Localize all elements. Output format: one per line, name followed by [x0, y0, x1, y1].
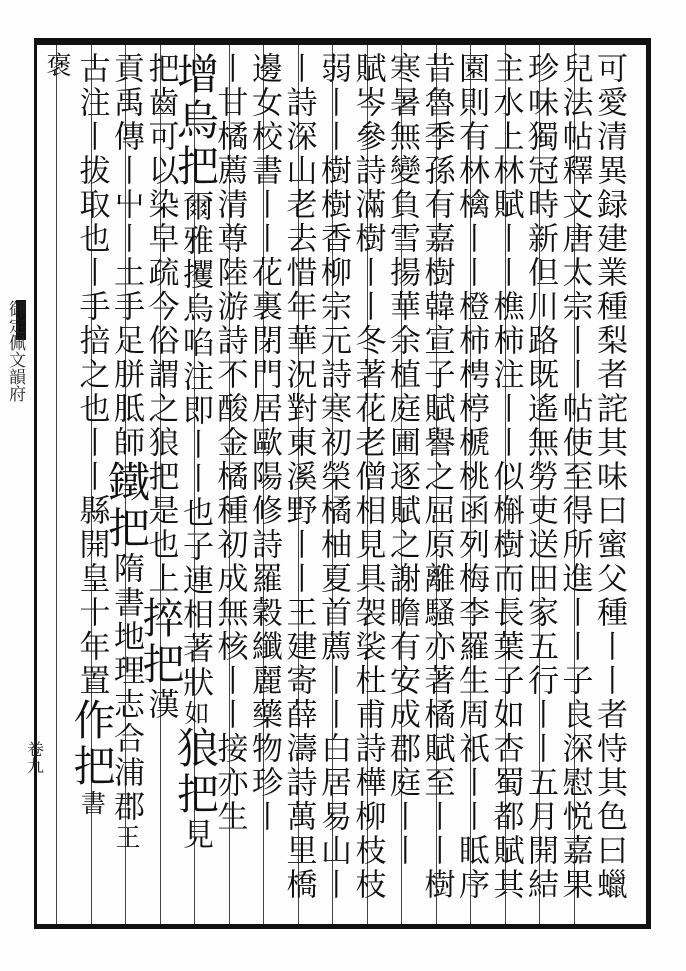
text-segment: 王 — [112, 824, 141, 850]
headword: 捽把 — [136, 596, 186, 688]
text-segment: 褒 — [43, 52, 72, 78]
text-segment: 丨詩深山老去惜年華況對東溪野丨丨王建寄薛濤詩萬里橋 — [280, 52, 317, 902]
headword: 狼把 — [171, 726, 220, 818]
text-segment: 漢 — [142, 688, 179, 722]
frame-right-border — [646, 38, 651, 929]
text-segment: 邊女校書丨丨花裏閉門居歐陽修詩羅穀纖麗藥物珍丨 — [246, 52, 282, 834]
text-segment: 貢禹傳丨屮丨土手足胼胝師 — [108, 52, 144, 460]
headword: 增烏把 — [171, 52, 220, 190]
text-segment: 弱丨丨樹樹香柳宗元詩寒初榮橘柚夏首薦丨丨白居易山丨 — [315, 52, 351, 902]
headword: 作把 — [67, 698, 117, 790]
text-column — [28, 52, 86, 922]
text-segment: 園則有林檎丨丨橙柿梬楟榹桃函列梅李羅生周祇丨丨眡序 — [453, 52, 489, 902]
text-segment: 主水上林賦丨丨樵柿注丨丨似槲樹而長葉子如杏蜀都賦其 — [487, 52, 524, 902]
text-segment: 昔魯季孫有嘉樹韓宣子賦譽之屈原離騷亦著橘賦至丨丨樹 — [418, 52, 455, 902]
text-segment: 古注丨拔取也丨手掊之也丨丨縣開皇十年置 — [73, 52, 110, 698]
text-segment: 可愛清異録建業種梨者詫其味曰蜜父種丨丨者恃其色曰蠟 — [591, 52, 627, 902]
text-segment: 賦岑參詩滿樹丨丨冬著花老僧相見具袈裟杜甫詩樺柳枝枝 — [349, 52, 386, 902]
text-segment: 如 — [181, 700, 210, 726]
text-segment: 把齒可以染皁疏今俗謂之狼把是也上 — [142, 52, 179, 596]
frame-bottom-border — [34, 924, 650, 929]
text-segment: 隋書地理志合浦郡 — [108, 552, 144, 824]
text-segment: 兒法帖釋文唐太宗丨丨帖使至得所進丨丨子良深慰悦嘉果 — [556, 52, 593, 902]
headword: 鐵把 — [102, 460, 151, 552]
text-segment: 丨甘橘薦清尊陸游詩不酸金橘種初成無核丨丨接亦生 — [211, 52, 248, 834]
text-segment: 爾雅攫烏啗注即丨丨也子連相著狀 — [177, 190, 213, 700]
text-segment: 寒暑無變負雪揚華余植庭圃逐賦之謝瞻有安成郡庭丨丨 — [384, 52, 420, 868]
text-segment: 見 — [177, 818, 213, 852]
frame-top-border — [34, 38, 650, 45]
text-segment: 珍味獨冠時新但川路既遙無勞吏送田家五行丨丨五月開結 — [522, 52, 558, 902]
text-segment: 書 — [77, 790, 107, 816]
margin-title: 御定佩文韻府 — [5, 300, 25, 402]
margin-page-number: 卷九 — [23, 740, 43, 774]
